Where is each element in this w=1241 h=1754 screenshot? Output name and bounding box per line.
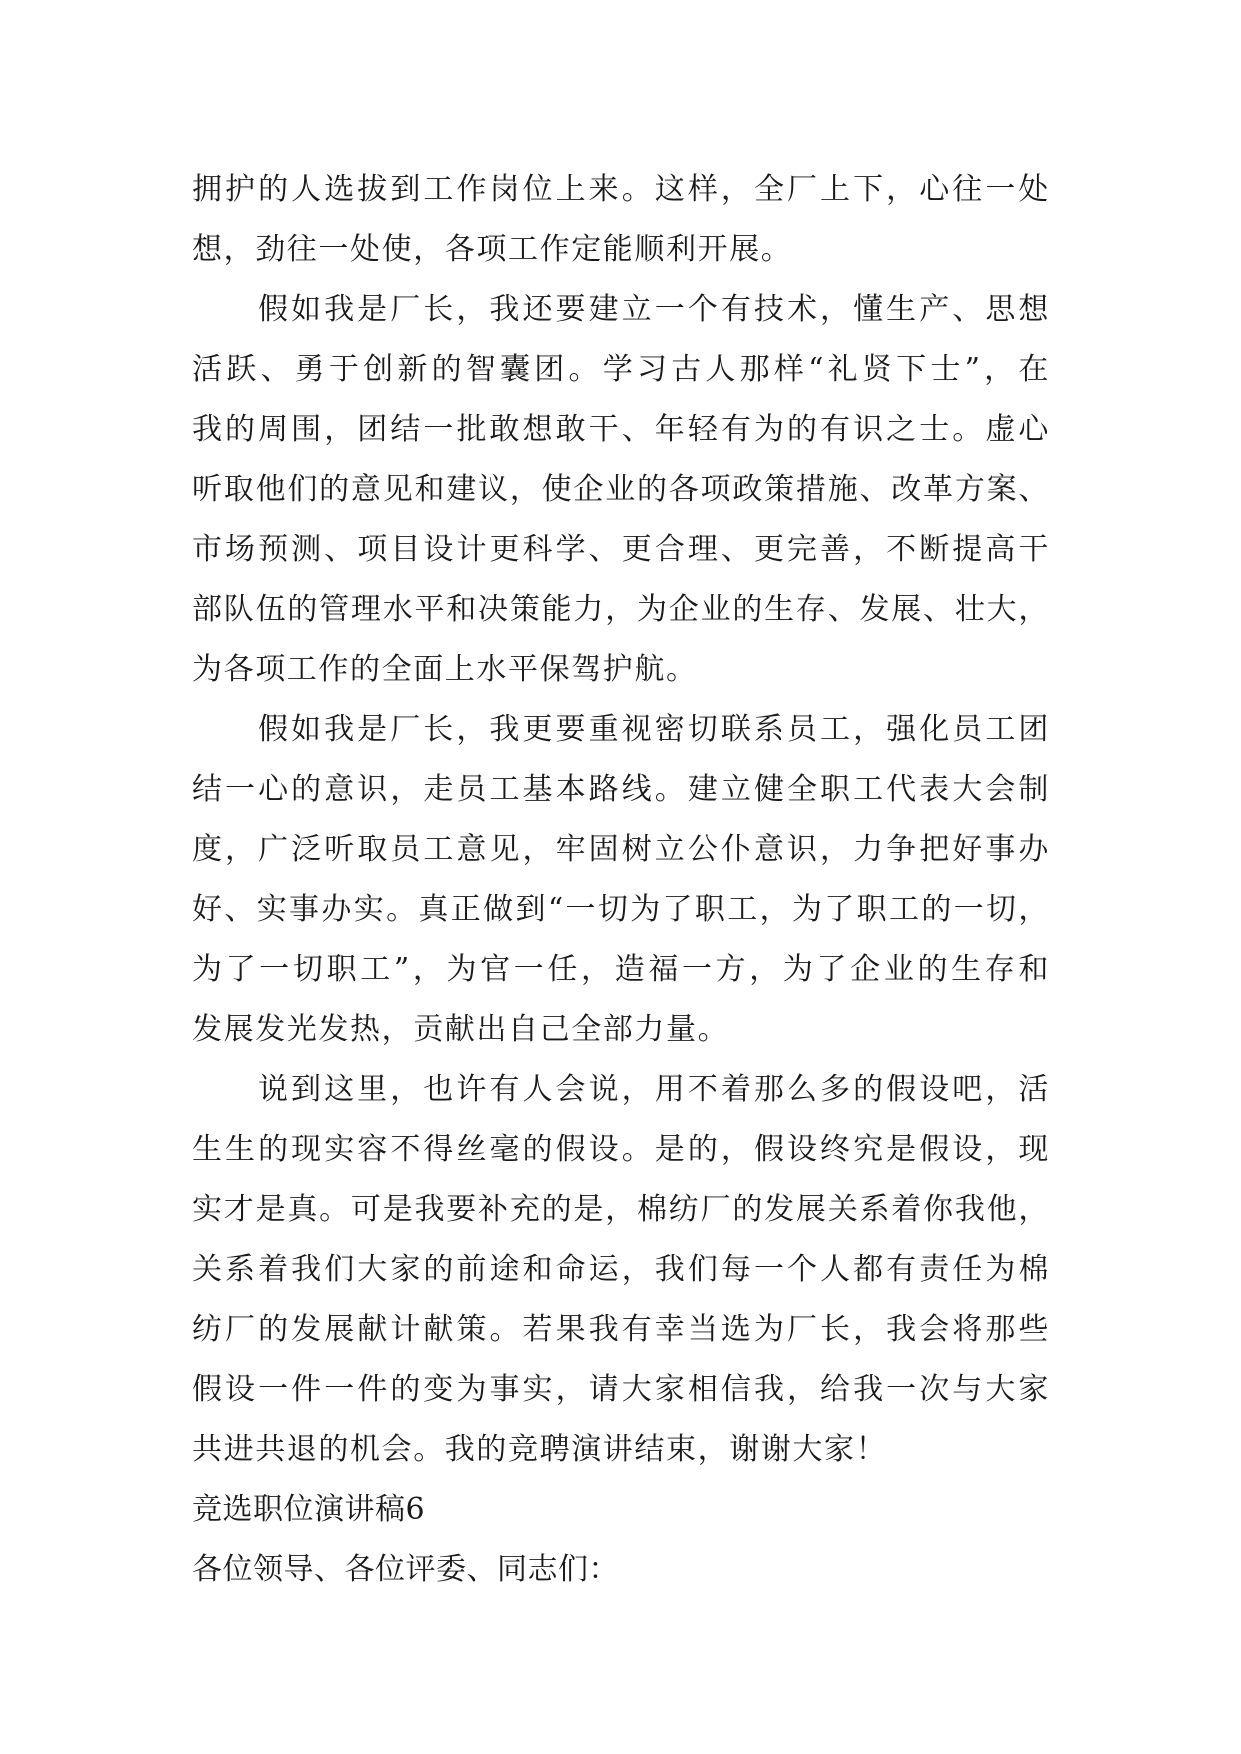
paragraph-4 [192,1060,1050,1480]
text-line: 纺厂的发展献计献策。若果我有幸当选为厂长，我会将那些 [192,1312,1050,1347]
text-line: 度，广泛听取员工意见，牢固树立公仆意识，力争把好事办 [192,832,1050,867]
text-line: 结一心的意识，走员工基本路线。建立健全职工代表大会制 [192,772,1050,807]
text-line: 活跃、勇于创新的智囊团。学习古人那样“礼贤下士”，在 [192,352,1050,387]
salutation: 各位领导、各位评委、同志们： [192,1552,619,1587]
text-line: 实才是真。可是我要补充的是，棉纺厂的发展关系着你我他， [192,1192,1050,1227]
text-line: 想，劲往一处使，各项工作定能顺利开展。 [192,232,793,267]
text-line: 说到这里，也许有人会说，用不着那么多的假设吧，活 [258,1072,1050,1107]
section-heading: 竞选职位演讲稿6 [192,1492,426,1527]
paragraph-2 [192,280,1050,700]
paragraph-1 [192,160,1050,280]
text-line: 我的周围，团结一批敢想敢干、年轻有为的有识之士。虚心 [192,412,1050,447]
text-line: 生生的现实容不得丝毫的假设。是的，假设终究是假设，现 [192,1132,1050,1167]
text-line: 拥护的人选拔到工作岗位上来。这样，全厂上下，心往一处 [192,172,1050,207]
text-line: 假如我是厂长，我更要重视密切联系员工，强化员工团 [258,712,1050,747]
text-line: 假如我是厂长，我还要建立一个有技术，懂生产、思想 [258,292,1050,327]
text-line: 市场预测、项目设计更科学、更合理、更完善，不断提高干 [192,532,1050,567]
text-line: 关系着我们大家的前途和命运，我们每一个人都有责任为棉 [192,1252,1050,1287]
text-line: 共进共退的机会。我的竞聘演讲结束，谢谢大家！ [192,1432,888,1467]
text-line: 假设一件一件的变为事实，请大家相信我，给我一次与大家 [192,1372,1050,1407]
text-line: 为各项工作的全面上水平保驾护航。 [192,652,698,687]
text-line: 听取他们的意见和建议，使企业的各项政策措施、改革方案、 [192,472,1050,507]
text-line: 部队伍的管理水平和决策能力，为企业的生存、发展、壮大， [192,592,1050,627]
text-line: 发展发光发热，贡献出自己全部力量。 [192,1012,730,1047]
text-line: 为了一切职工”，为官一任，造福一方，为了企业的生存和 [192,952,1050,987]
text-line: 好、实事办实。真正做到“一切为了职工，为了职工的一切， [192,892,1050,927]
document-body [192,160,1050,1600]
paragraph-3 [192,700,1050,1060]
